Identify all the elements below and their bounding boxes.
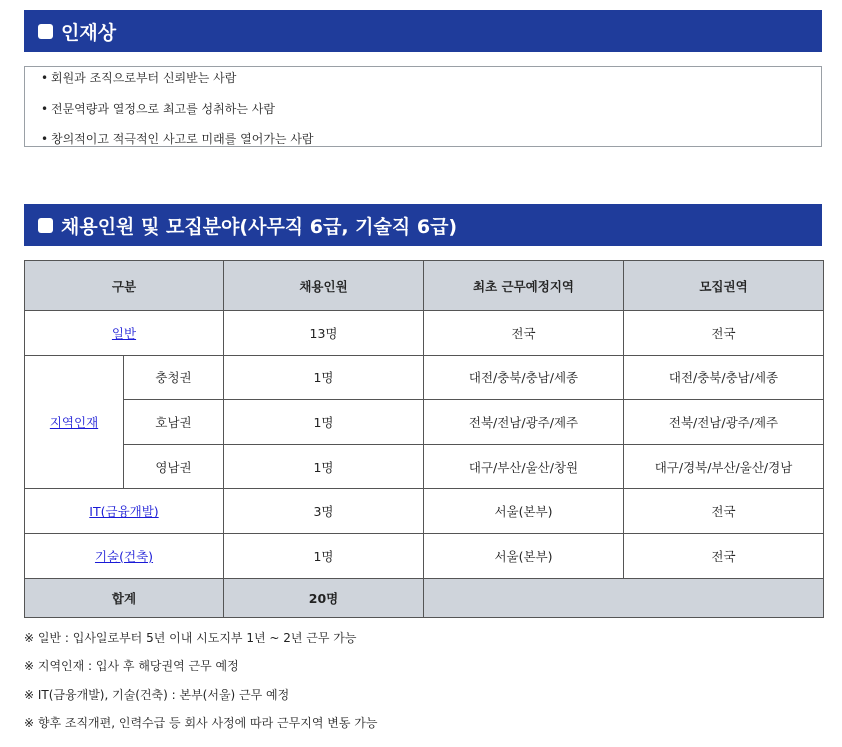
bullet-icon: • <box>41 101 49 116</box>
cell-region: 전국 <box>624 533 824 578</box>
tech-link[interactable]: 기술(건축) <box>94 548 154 564</box>
bullet-icon: • <box>41 132 49 146</box>
cell-category <box>25 311 224 356</box>
header-category: 구분 <box>25 261 224 311</box>
table-row <box>25 355 824 400</box>
cell-category <box>25 355 124 489</box>
cell-count: 3명 <box>224 489 424 534</box>
cell-count: 1명 <box>224 355 424 400</box>
total-count: 20명 <box>224 578 424 617</box>
square-bullet-icon <box>38 24 53 39</box>
cell-category <box>25 489 224 534</box>
list-item-text: 회원과 조직으로부터 신뢰받는 사람 <box>51 71 237 85</box>
list-item <box>41 69 821 100</box>
cell-count: 1명 <box>224 533 424 578</box>
list-item <box>41 100 821 131</box>
table-total-row <box>25 578 824 617</box>
note-item: ※ 일반 : 입사일로부터 5년 이내 시도지부 1년 ~ 2년 근무 가능 <box>24 631 357 645</box>
cell-area: 전국 <box>424 311 624 356</box>
cell-subcategory: 충청권 <box>124 355 224 400</box>
cell-area: 서울(본부) <box>424 533 624 578</box>
note-item: ※ IT(금융개발), 기술(건축) : 본부(서울) 근무 예정 <box>24 687 290 702</box>
table-row <box>25 489 824 534</box>
cell-region: 전국 <box>624 311 824 356</box>
cell-region: 대전/충북/충남/세종 <box>624 355 824 400</box>
cell-count: 13명 <box>224 311 424 356</box>
header-initial-area: 최초 근무예정지역 <box>424 261 624 311</box>
table-row <box>25 400 824 445</box>
cell-count: 1명 <box>224 400 424 445</box>
header-count: 채용인원 <box>224 261 424 311</box>
list-item-text: 전문역량과 열정으로 최고를 성취하는 사람 <box>51 101 275 116</box>
total-empty <box>424 578 824 617</box>
cell-category <box>25 533 224 578</box>
cell-area: 대전/충북/충남/세종 <box>424 355 624 400</box>
section-title: 채용인원 및 모집분야(사무직 6급, 기술직 6급) <box>61 215 458 238</box>
table-row <box>25 444 824 489</box>
table-row <box>25 533 824 578</box>
total-label: 합계 <box>25 578 224 617</box>
cell-count: 1명 <box>224 444 424 489</box>
general-link[interactable]: 일반 <box>111 325 137 341</box>
cell-region: 전국 <box>624 489 824 534</box>
list-item-text: 창의적이고 적극적인 사고로 미래를 열어가는 사람 <box>51 132 314 146</box>
cell-area: 서울(본부) <box>424 489 624 534</box>
square-bullet-icon <box>38 218 53 233</box>
it-link[interactable]: IT(금융개발) <box>89 504 159 520</box>
cell-subcategory: 호남권 <box>124 400 224 445</box>
note-item: ※ 향후 조직개편, 인력수급 등 회사 사정에 따라 근무지역 변동 가능 <box>24 715 378 730</box>
notes <box>24 628 377 741</box>
table-header-row <box>25 261 824 311</box>
note-item: ※ 지역인재 : 입사 후 해당권역 근무 예정 <box>24 659 239 674</box>
cell-region: 대구/경북/부산/울산/경남 <box>624 444 824 489</box>
cell-subcategory: 영남권 <box>124 444 224 489</box>
regional-talent-link[interactable]: 지역인재 <box>49 414 99 430</box>
table-row <box>25 311 824 356</box>
section-header-talent <box>24 10 822 52</box>
list-item <box>41 130 821 161</box>
talent-list-box <box>24 66 822 147</box>
cell-area: 전북/전남/광주/제주 <box>424 400 624 445</box>
section-header-recruitment <box>24 204 822 246</box>
header-region: 모집권역 <box>624 261 824 311</box>
section-title: 인재상 <box>61 21 117 44</box>
recruitment-table <box>24 260 824 618</box>
cell-region: 전북/전남/광주/제주 <box>624 400 824 445</box>
cell-area: 대구/부산/울산/창원 <box>424 444 624 489</box>
bullet-icon: • <box>41 71 49 85</box>
